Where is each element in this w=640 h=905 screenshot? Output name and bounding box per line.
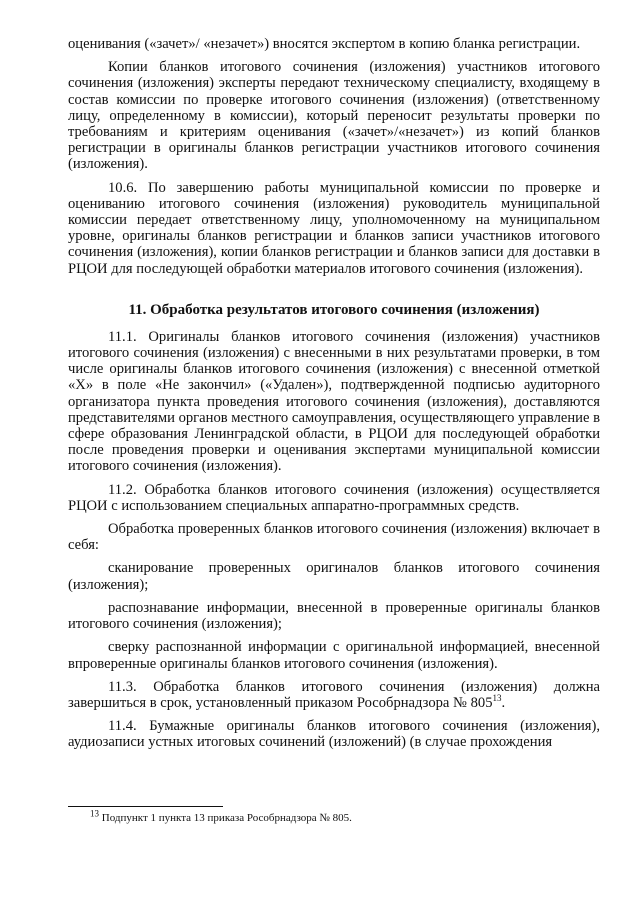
footnote	[90, 808, 590, 825]
footnote-number: 13	[90, 808, 99, 819]
paragraph-copies-transfer: Копии бланков итогового сочинения (изложения) участников итогового сочинения (изложения) эксперты передают техническому специалисту, входящему в состав комиссии по проверке итогового сочинения (изложения) (ответственному лицу, определенному в комиссии), который переносит результаты проверки по требованиям и критериям оценивания («зачет»/«незачет») из копий бланков регистрации в оригиналы бланков регистрации участников итогового сочинения (изложения).	[68, 59, 600, 173]
list-item-recognition: распознавание информации, внесенной в проверенные оригиналы бланков итогового сочинения (изложения);	[68, 599, 600, 633]
footnote-divider	[68, 806, 223, 807]
paragraph-11-3-text: 11.3. Обработка бланков итогового сочинения (изложения) должна завершиться в срок, установленный приказом Рособрнадзора № 805	[68, 678, 600, 711]
paragraph-continuation: оценивания («зачет»/ «незачет») вносятся экспертом в копию бланка регистрации.	[68, 36, 581, 52]
section-heading: 11. Обработка результатов итогового сочинения (изложения)	[128, 301, 540, 318]
paragraph-11-3-tail: .	[501, 694, 506, 711]
paragraph-processing-includes: Обработка проверенных бланков итогового сочинения (изложения) включает в себя:	[68, 521, 600, 554]
list-item-scanning: сканирование проверенных оригиналов бланков итогового сочинения (изложения);	[68, 560, 600, 593]
footnote-ref: 13	[492, 693, 502, 704]
paragraph-10-6: 10.6. По завершению работы муниципальной комиссии по проверке и оцениванию итогового сочинения (изложения) руководитель муниципальной комиссии передает ответственному лицу, уполномоченному на муниципальном уровне, оригиналы бланков регистрации и бланков записи участников итогового сочинения (изложения), копии бланков регистрации и бланков записи для доставки в РЦОИ для последующей обработки материалов итогового сочинения (изложения).	[68, 179, 600, 277]
list-item-verification: сверку распознанной информации с оригинальной информацией, внесенной впроверенные оригиналы бланков итогового сочинения (изложения).	[68, 639, 600, 672]
paragraph-11-4: 11.4. Бумажные оригиналы бланков итогового сочинения (изложения), аудиозаписи устных итоговых сочинений (изложений) (в случае прохождения	[68, 718, 600, 751]
paragraph-11-2: 11.2. Обработка бланков итогового сочинения (изложения) осуществляется РЦОИ с использованием специальных аппаратно-программных средств.	[68, 481, 600, 514]
paragraph-11-1: 11.1. Оригиналы бланков итогового сочинения (изложения) участников итогового сочинения (изложения) с внесенными в них результатами проверки, в том числе оригиналы бланков итогового сочинения (изложения) с внесенной отметкой «X» в поле «Не закончил» («Удален»), подтвержденной подписью аудиторного организатора пункта проведения итогового сочинения (изложения), доставляются представителями органов местного самоуправления, осуществляющего управление в сфере образования Ленинградской области, в РЦОИ для последующей обработки после проведения проверки и оценивания экспертами муниципальной комиссии итогового сочинения (изложения).	[68, 328, 600, 475]
paragraph-11-3	[68, 679, 600, 711]
footnote-text: Подпункт 1 пункта 13 приказа Рособрнадзора № 805.	[99, 812, 352, 824]
